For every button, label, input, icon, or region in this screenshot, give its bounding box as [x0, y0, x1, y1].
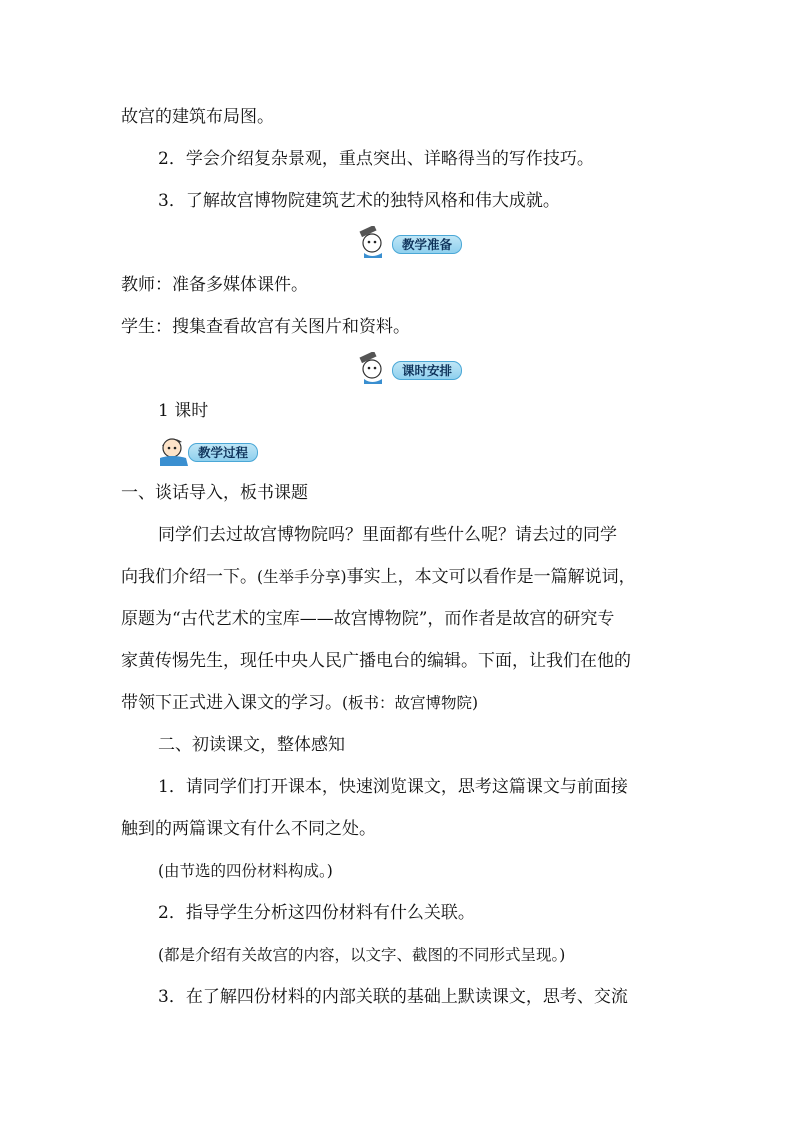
- paragraph-line: 原题为“古代艺术的宝库——故宫博物院”，而作者是故宫的研究专: [121, 609, 615, 629]
- section-badge-prep: [356, 226, 476, 258]
- teacher-mascot-icon: [356, 226, 394, 258]
- text-run: 事实上，本文可以看作是一篇解说词，: [346, 567, 636, 587]
- student-prep: 学生：搜集查看故宫有关图片和资料。: [121, 317, 410, 337]
- section-heading: 一、谈话导入，板书课题: [121, 483, 308, 503]
- text-run: 向我们介绍一下。: [121, 567, 257, 587]
- paragraph-line: 家黄传惕先生，现任中央人民广播电台的编辑。下面，让我们在他的: [121, 651, 631, 671]
- badge-label: 教学准备: [392, 235, 462, 254]
- text-line: 故宫的建筑布局图。: [121, 107, 274, 127]
- badge-label: 课时安排: [392, 361, 462, 380]
- answer-note: (都是介绍有关故宫的内容，以文字、截图的不同形式呈现。): [158, 946, 566, 964]
- note-run: (生举手分享): [257, 568, 347, 586]
- answer-note: (由节选的四份材料构成。): [158, 862, 333, 880]
- paragraph-line: 同学们去过故宫博物院吗？里面都有些什么呢？请去过的同学: [158, 525, 617, 545]
- step-2: 2．指导学生分析这四份材料有什么关联。: [158, 903, 475, 923]
- paragraph-line: [121, 690, 794, 716]
- section-badge-schedule: [356, 352, 476, 384]
- text-run: 带领下正式进入课文的学习。: [121, 693, 342, 713]
- step-1: 1．请同学们打开课本，快速浏览课文，思考这篇课文与前面接: [158, 777, 628, 797]
- section-badge-process: [158, 434, 268, 466]
- badge-label: 教学过程: [188, 443, 258, 462]
- teacher-mascot-icon: [356, 352, 394, 384]
- paragraph-line: 触到的两篇课文有什么不同之处。: [121, 819, 376, 839]
- objective-3: 3．了解故宫博物院建筑艺术的独特风格和伟大成就。: [158, 191, 560, 211]
- section-heading: 二、初读课文，整体感知: [158, 735, 345, 755]
- paragraph-line: [121, 564, 794, 590]
- teacher-prep: 教师：准备多媒体课件。: [121, 275, 308, 295]
- objective-2: 2．学会介绍复杂景观，重点突出、详略得当的写作技巧。: [158, 149, 594, 169]
- step-3: 3．在了解四份材料的内部关联的基础上默读课文，思考、交流: [158, 987, 628, 1007]
- lesson-count: 1 课时: [158, 401, 209, 421]
- note-run: (板书：故宫博物院): [342, 694, 479, 712]
